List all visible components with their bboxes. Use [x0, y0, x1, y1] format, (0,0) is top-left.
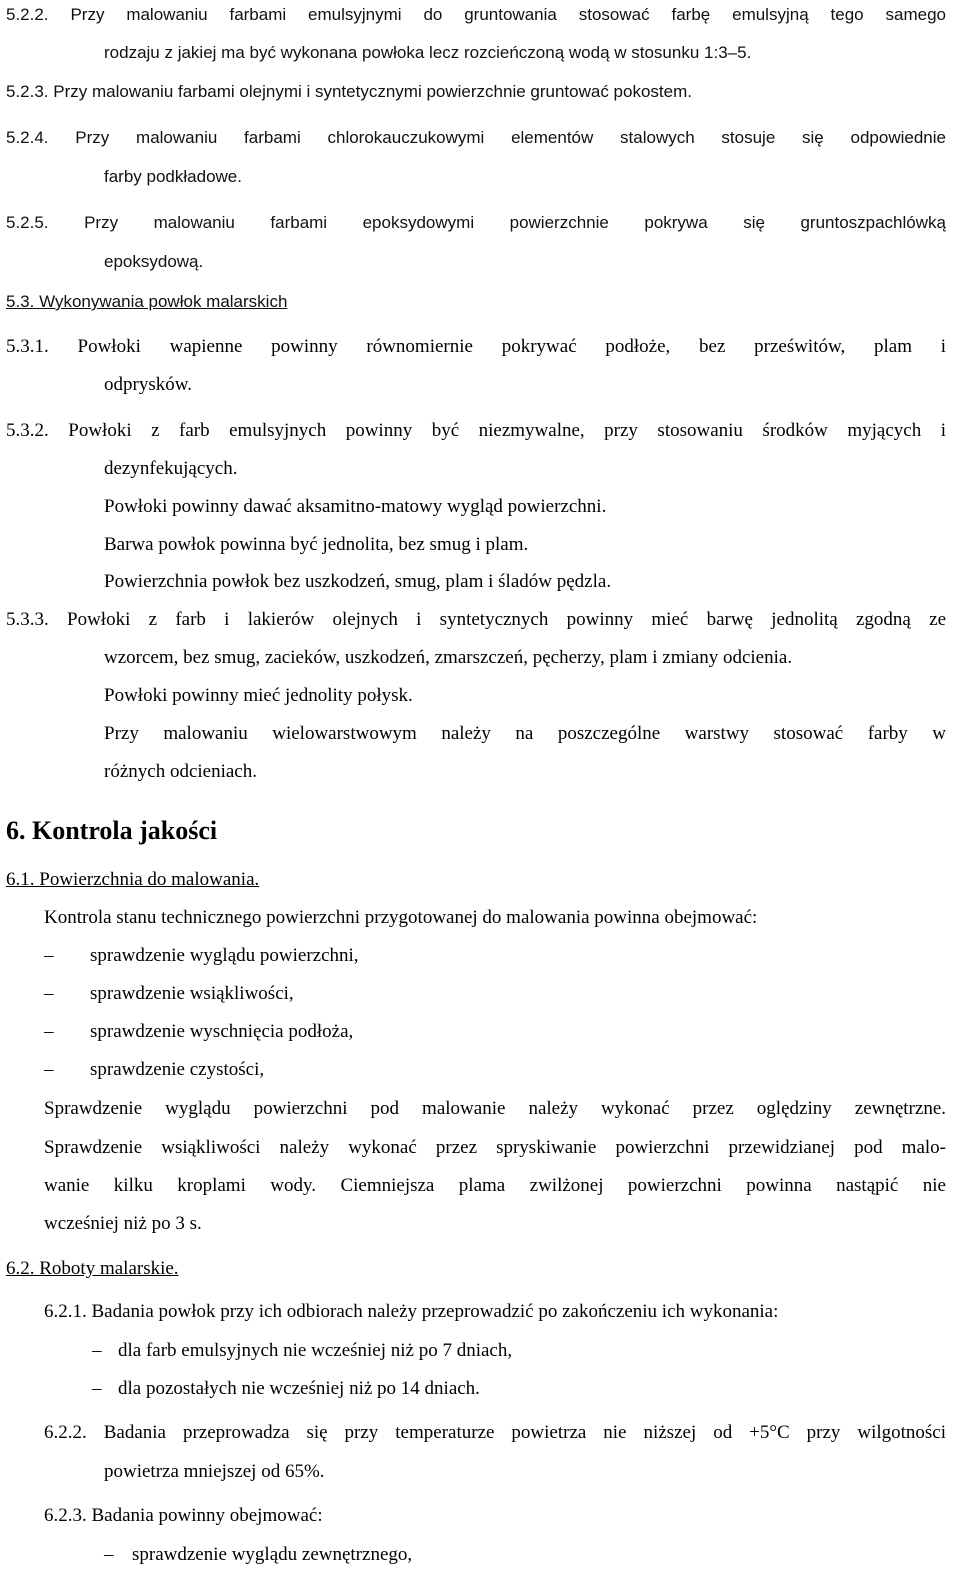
para-5-2-2-line1 [6, 3, 946, 27]
paragraph-absorbency-line3: wcześniej niż po 3 s. [44, 1213, 202, 1234]
paragraph-text: Powłoki z farb emulsyjnych powinny być niezmywalne, przy stosowaniu środków myjących i [68, 420, 946, 441]
list-item: dla pozostałych nie wcześniej niż po 14 dniach. [118, 1378, 480, 1399]
paragraph-text: Powłoki wapienne powinny równomiernie pokrywać podłoże, bez prześwitów, plam i [77, 336, 946, 357]
paragraph-absorbency-line2: wanie kilku kroplami wody. Ciemniejsza plama zwilżonej powierzchni powinna nastąpić nie [44, 1175, 946, 1196]
section-number: 6.2.3. [44, 1505, 87, 1526]
para-5-3-2-line1 [6, 419, 946, 443]
para-5-3-2-line4: Barwa powłok powinna być jednolita, bez smug i plam. [104, 534, 529, 555]
paragraph-appearance-check: Sprawdzenie wyglądu powierzchni pod malowanie należy wykonać przez oględziny zewnętrzne. [44, 1098, 946, 1119]
list-dash: – [44, 1059, 54, 1080]
list-dash: – [44, 983, 54, 1004]
para-5-3-3-line3: Powłoki powinny mieć jednolity połysk. [104, 685, 413, 706]
para-5-2-4-line2: farby podkładowe. [104, 167, 242, 186]
list-dash: – [104, 1544, 114, 1565]
section-heading-6-1: 6.1. Powierzchnia do malowania. [6, 869, 260, 890]
section-number: 5.2.3. [6, 82, 49, 101]
list-dash: – [44, 945, 54, 966]
para-5-2-5-line1 [6, 211, 946, 235]
para-5-3-3-line4: Przy malowaniu wielowarstwowym należy na poszczególne warstwy stosować farby w [104, 723, 946, 744]
list-item: sprawdzenie czystości, [90, 1059, 265, 1080]
list-dash: – [92, 1340, 102, 1361]
para-5-3-2-line2: dezynfekujących. [104, 458, 238, 479]
section-number: 5.3.1. [6, 336, 49, 357]
para-5-2-4-line1 [6, 126, 946, 150]
section-number: 5.2.2. [6, 5, 49, 24]
para-6-2-1-line1 [44, 1300, 778, 1324]
para-5-3-3-line2: wzorcem, bez smug, zacieków, uszkodzeń, zmarszczeń, pęcherzy, plam i zmiany odcienia. [104, 647, 793, 668]
intro-text: Kontrola stanu technicznego powierzchni przygotowanej do malowania powinna obejmować: [44, 907, 758, 928]
list-dash: – [44, 1021, 54, 1042]
section-number: 5.2.4. [6, 128, 49, 147]
para-5-3-1-line1 [6, 335, 946, 359]
section-number: 6.2.2. [44, 1422, 87, 1443]
para-5-3-3-line5: różnych odcieniach. [104, 761, 257, 782]
para-6-2-2-line2: powietrza mniejszej od 65%. [104, 1461, 325, 1482]
section-number: 5.3.2. [6, 420, 49, 441]
para-5-2-2-line2: rodzaju z jakiej ma być wykonana powłoka lecz rozcieńczoną wodą w stosunku 1:3–5. [104, 43, 752, 62]
para-5-3-2-line5: Powierzchnia powłok bez uszkodzeń, smug, plam i śladów pędzla. [104, 571, 612, 592]
para-5-3-3-line1 [6, 608, 946, 632]
paragraph-text: Badania przeprowadza się przy temperaturze powietrza nie niższej od +5°C przy wilgotności [103, 1422, 947, 1443]
para-6-2-2-line1 [44, 1421, 946, 1445]
para-5-2-5-line2: epoksydową. [104, 252, 204, 271]
paragraph-text: Powłoki z farb i lakierów olejnych i syntetycznych powinny mieć barwę jednolitą zgodną ze [67, 609, 946, 630]
paragraph-text: Przy malowaniu farbami emulsyjnymi do gruntowania stosować farbę emulsyjną tego samego [70, 5, 946, 24]
list-item: sprawdzenie wsiąkliwości, [90, 983, 294, 1004]
paragraph-text: Przy malowaniu farbami olejnymi i syntetycznymi powierzchnie gruntować pokostem. [53, 82, 692, 101]
paragraph-text: Przy malowaniu farbami epoksydowymi powierzchnie pokrywa się gruntoszpachlówką [84, 213, 946, 232]
para-5-3-1-line2: odprysków. [104, 374, 192, 395]
section-heading-5-3: 5.3. Wykonywania powłok malarskich [6, 292, 288, 311]
list-item: sprawdzenie wyglądu powierzchni, [90, 945, 359, 966]
paragraph-text: Przy malowaniu farbami chlorokauczukowymi elementów stalowych stosuje się odpowiednie [75, 128, 946, 147]
section-number: 5.3.3. [6, 609, 49, 630]
paragraph-text: Badania powinny obejmować: [91, 1505, 323, 1526]
list-item: sprawdzenie wyschnięcia podłoża, [90, 1021, 354, 1042]
list-dash: – [92, 1378, 102, 1399]
list-item: dla farb emulsyjnych nie wcześniej niż po 7 dniach, [118, 1340, 513, 1361]
section-heading-6-2: 6.2. Roboty malarskie. [6, 1258, 179, 1279]
paragraph-absorbency-line1: Sprawdzenie wsiąkliwości należy wykonać przez spryskiwanie powierzchni przewidzianej pod malo- [44, 1137, 946, 1158]
paragraph-text: Badania powłok przy ich odbiorach należy przeprowadzić po zakończeniu ich wykonania: [91, 1301, 779, 1322]
section-number: 5.2.5. [6, 213, 49, 232]
para-5-3-2-line3: Powłoki powinny dawać aksamitno-matowy wygląd powierzchni. [104, 496, 607, 517]
para-5-2-3-line1 [6, 80, 692, 104]
chapter-heading-6: 6. Kontrola jakości [6, 816, 218, 845]
section-number: 6.2.1. [44, 1301, 87, 1322]
para-6-2-3-line1 [44, 1504, 323, 1528]
list-item: sprawdzenie wyglądu zewnętrznego, [132, 1544, 413, 1565]
